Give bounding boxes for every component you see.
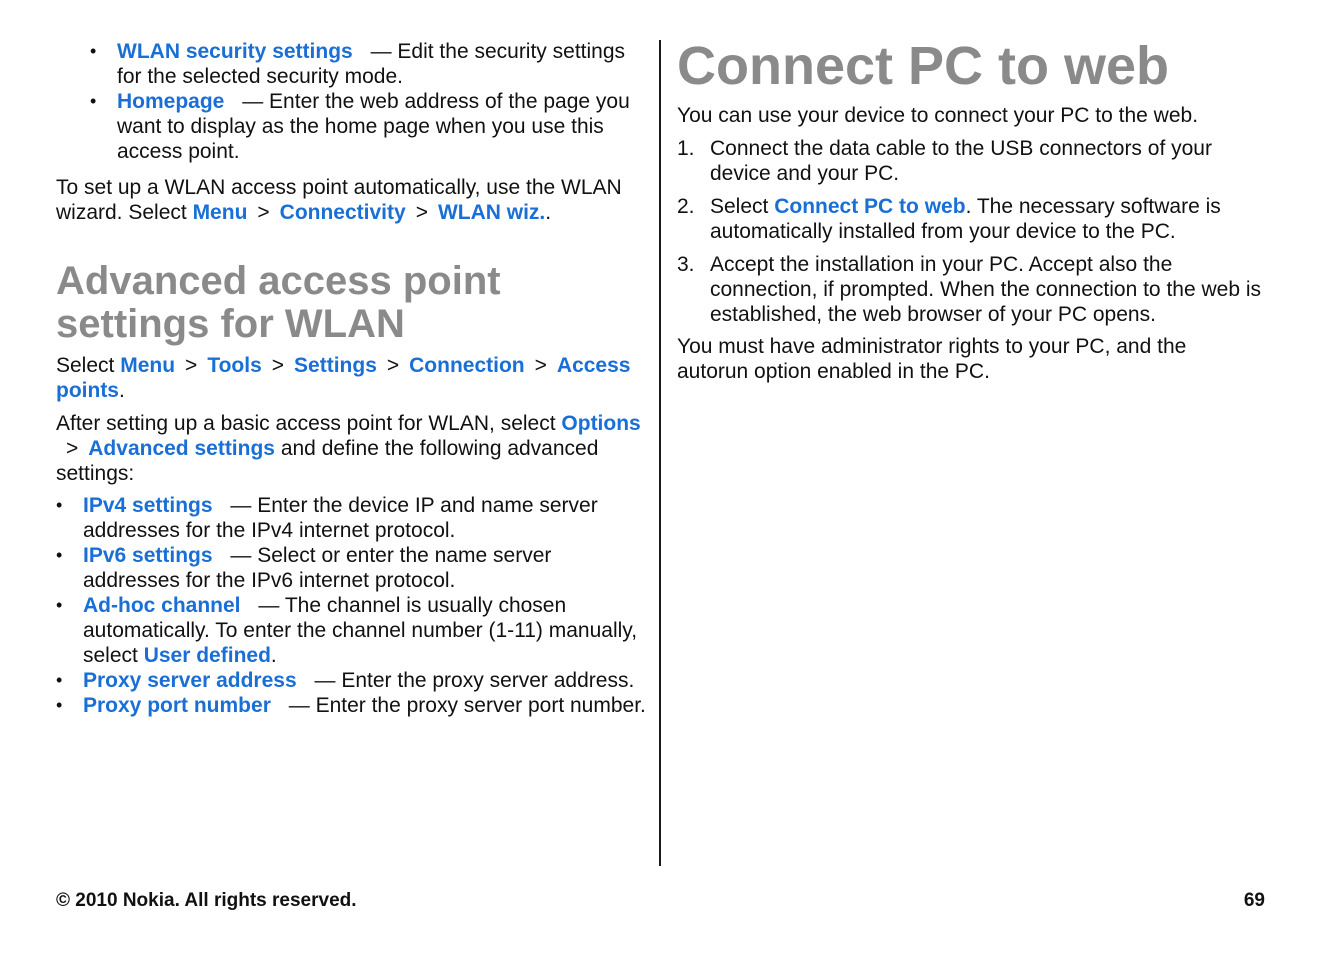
copyright-footer: © 2010 Nokia. All rights reserved. (56, 890, 357, 911)
menu-path-item[interactable]: Menu (120, 354, 176, 377)
menu-path-item[interactable]: Connectivity (279, 201, 406, 224)
step-item: 2. Select Connect PC to web. The necessary software is automatically installed from your device to the PC. (677, 195, 1221, 243)
menu-path-item[interactable]: Connection (409, 354, 525, 377)
select-paragraph: Select Menu > Tools > Settings > Connection > Access points. (56, 354, 631, 402)
page-number: 69 (1243, 890, 1265, 911)
menu-path-item[interactable]: Menu (192, 201, 248, 224)
list-item: • Proxy port number — Enter the proxy server port number. (56, 694, 646, 717)
term-link[interactable]: IPv4 settings (83, 494, 213, 517)
bullet-icon: • (90, 41, 97, 61)
bullet-icon: • (56, 495, 63, 515)
term-link[interactable]: Ad-hoc channel (83, 594, 241, 617)
step-number: 2. (677, 195, 695, 218)
step-item: 3. Accept the installation in your PC. Accept also the connection, if prompted. When the connection to the web is established, the web browser of your PC opens. (677, 253, 1261, 326)
connect-pc-link[interactable]: Connect PC to web (774, 195, 966, 218)
bullet-icon: • (56, 595, 63, 615)
page-title: Connect PC to web (677, 36, 1170, 96)
column-divider (659, 40, 661, 866)
step-item: 1. Connect the data cable to the USB connectors of your device and your PC. (677, 137, 1212, 185)
bullet-icon: • (56, 670, 63, 690)
after-setup-paragraph: After setting up a basic access point for WLAN, select Options> Advanced settings and define the following advanced settings: (56, 412, 641, 485)
bullet-icon: • (56, 695, 63, 715)
top-bullet-list (90, 39, 649, 164)
intro-paragraph: You can use your device to connect your PC to the web. (677, 104, 1199, 127)
option-link[interactable]: User defined (143, 644, 271, 667)
term-link[interactable]: Homepage (117, 90, 225, 113)
term-link[interactable]: IPv6 settings (83, 544, 213, 567)
menu-path-item[interactable]: Settings (294, 354, 377, 377)
menu-path-item[interactable]: Advanced settings (88, 437, 275, 460)
term-link[interactable]: Proxy server address (83, 669, 297, 692)
list-item: • WLAN security settings — Edit the security settings for the selected security mode. (90, 40, 626, 88)
wizard-paragraph: To set up a WLAN access point automatically, use the WLAN wizard. Select Menu > Connectivity > WLAN wiz.. (56, 176, 622, 224)
menu-path-item[interactable]: WLAN wiz. (437, 201, 546, 224)
bullet-icon: • (56, 545, 63, 565)
step-number: 1. (677, 137, 695, 160)
menu-path-item[interactable]: Access points (56, 354, 631, 402)
list-item: • Proxy server address — Enter the proxy server address. (56, 669, 635, 692)
list-item: • IPv4 settings — Enter the device IP and name server addresses for the IPv4 internet protocol. (56, 494, 598, 542)
step-number: 3. (677, 253, 695, 276)
list-item: • IPv6 settings — Select or enter the name server addresses for the IPv6 internet protocol. (56, 544, 552, 592)
outro-paragraph: You must have administrator rights to your PC, and the autorun option enabled in the PC. (677, 335, 1187, 383)
term-link[interactable]: Proxy port number (83, 694, 271, 717)
steps-list (677, 136, 1277, 327)
term-link[interactable]: WLAN security settings (117, 40, 353, 63)
section-heading: Advanced access point settings for WLAN (56, 259, 501, 346)
bullet-icon: • (90, 91, 97, 111)
menu-path-item[interactable]: Options (561, 412, 641, 435)
menu-path-item[interactable]: Tools (207, 354, 262, 377)
list-item: • Ad-hoc channel — The channel is usually chosen automatically. To enter the channel number (1-11) manually, select User defined. (56, 594, 638, 667)
advanced-settings-list (56, 493, 649, 718)
list-item: • Homepage — Enter the web address of the page you want to display as the home page when you use this access point. (90, 90, 630, 163)
